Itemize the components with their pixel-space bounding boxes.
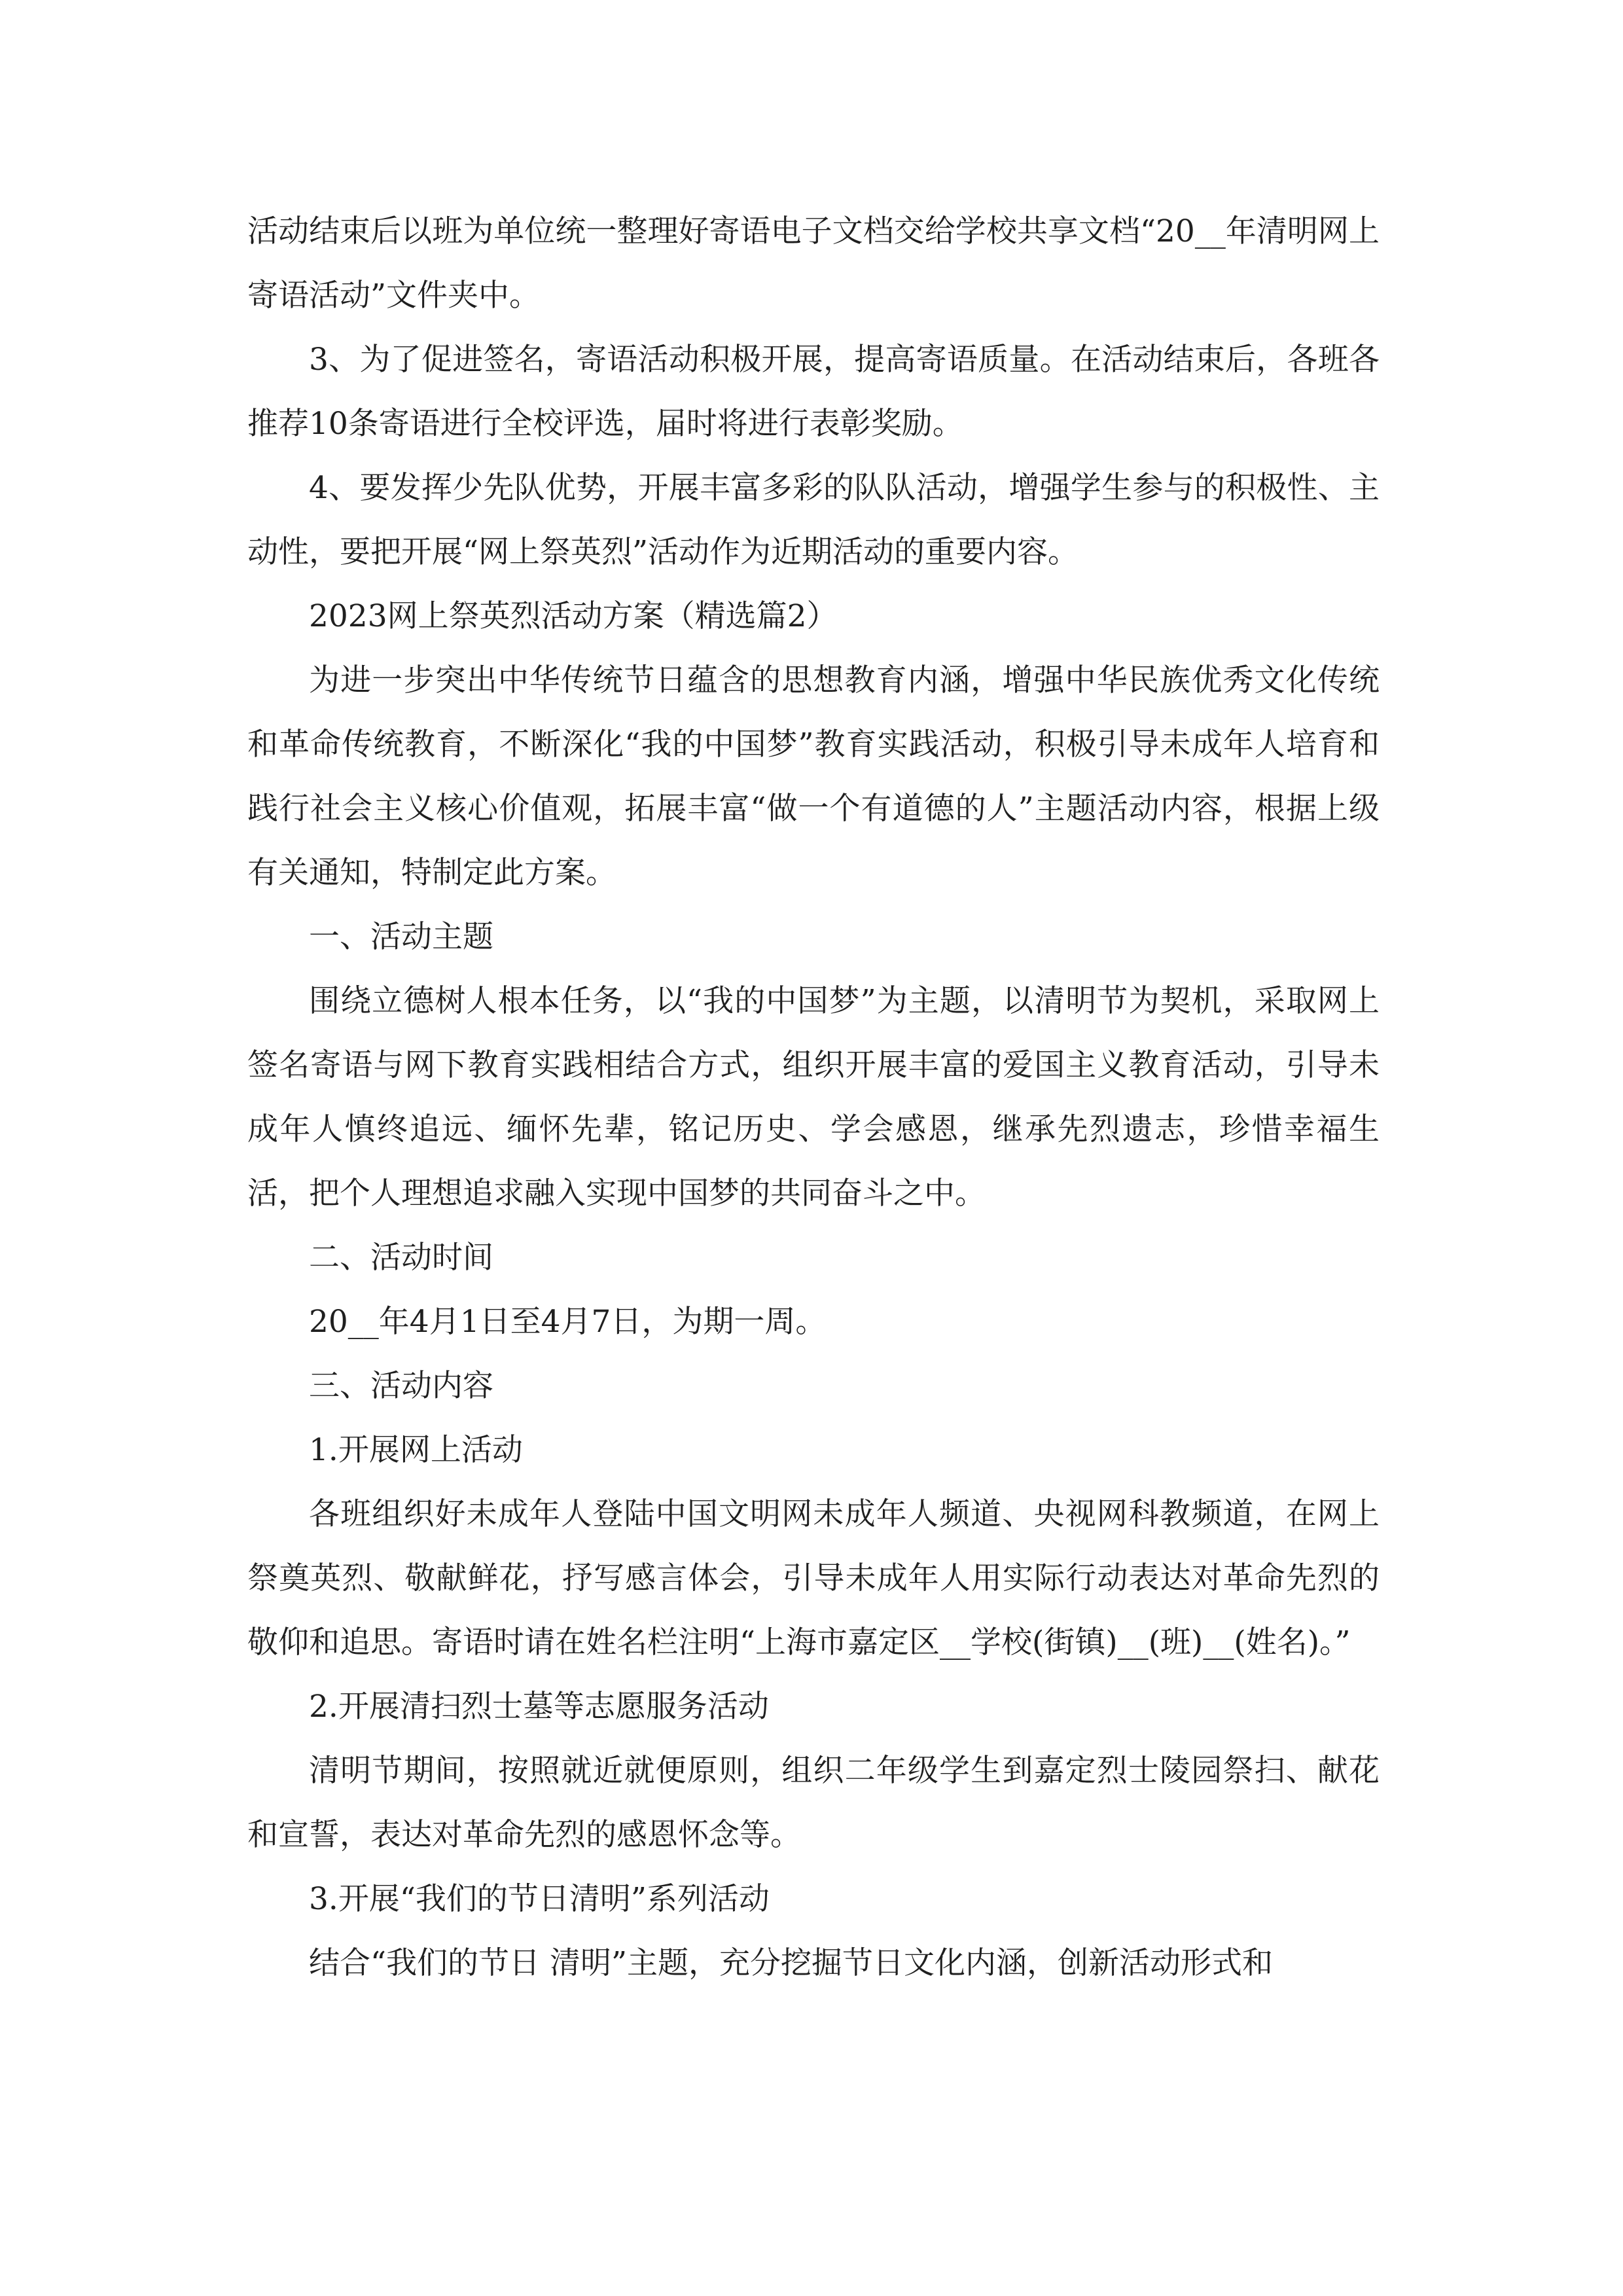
paragraph-volunteer: 清明节期间，按照就近就便原则，组织二年级学生到嘉定烈士陵园祭扫、献花和宣誓，表达对革命先烈的感恩怀念等。: [247, 1753, 1380, 1853]
paragraph-online: 各班组织好未成年人登陆中国文明网未成年人频道、央视网科教频道，在网上祭奠英烈、敬献鲜花，抒写感言体会，引导未成年人用实际行动表达对革命先烈的敬仰和追思。寄语时请在姓名栏注明“上海市嘉定区__学校(街镇)__(班)__(姓名)。”: [247, 1496, 1380, 1660]
paragraph-continuation: 活动结束后以班为单位统一整理好寄语电子文档交给学校共享文档“20__年清明网上寄语活动”文件夹中。: [247, 213, 1380, 314]
heading-time: 二、活动时间: [309, 1240, 493, 1276]
subheading-festival: 3.开展“我们的节日清明”系列活动: [309, 1881, 770, 1917]
paragraph-festival: 结合“我们的节日 清明”主题，充分挖掘节日文化内涵，创新活动形式和: [309, 1945, 1273, 1981]
paragraph-theme: 围绕立德树人根本任务，以“我的中国梦”为主题，以清明节为契机，采取网上签名寄语与网下教育实践相结合方式，组织开展丰富的爱国主义教育活动，引导未成年人慎终追远、缅怀先辈，铭记历史、学会感恩，继承先烈遗志，珍惜幸福生活，把个人理想追求融入实现中国梦的共同奋斗之中。: [247, 983, 1380, 1211]
section-title: 2023网上祭英烈活动方案（精选篇2）: [309, 598, 838, 634]
document-body: [247, 200, 1380, 1996]
paragraph-intro: 为进一步突出中华传统节日蕴含的思想教育内涵，增强中华民族优秀文化传统和革命传统教育，不断深化“我的中国梦”教育实践活动，积极引导未成年人培育和践行社会主义核心价值观，拓展丰富“做一个有道德的人”主题活动内容，根据上级有关通知，特制定此方案。: [247, 662, 1380, 891]
heading-theme: 一、活动主题: [309, 919, 493, 955]
paragraph-item-4: 4、要发挥少先队优势，开展丰富多彩的队队活动，增强学生参与的积极性、主动性，要把开展“网上祭英烈”活动作为近期活动的重要内容。: [247, 470, 1380, 570]
subheading-volunteer: 2.开展清扫烈士墓等志愿服务活动: [309, 1689, 769, 1725]
paragraph-item-3: 3、为了促进签名，寄语活动积极开展，提高寄语质量。在活动结束后，各班各推荐10条寄语进行全校评选，届时将进行表彰奖励。: [247, 342, 1380, 442]
heading-content: 三、活动内容: [309, 1368, 493, 1404]
subheading-online: 1.开展网上活动: [309, 1432, 523, 1468]
paragraph-time: 20__年4月1日至4月7日，为期一周。: [309, 1304, 827, 1340]
